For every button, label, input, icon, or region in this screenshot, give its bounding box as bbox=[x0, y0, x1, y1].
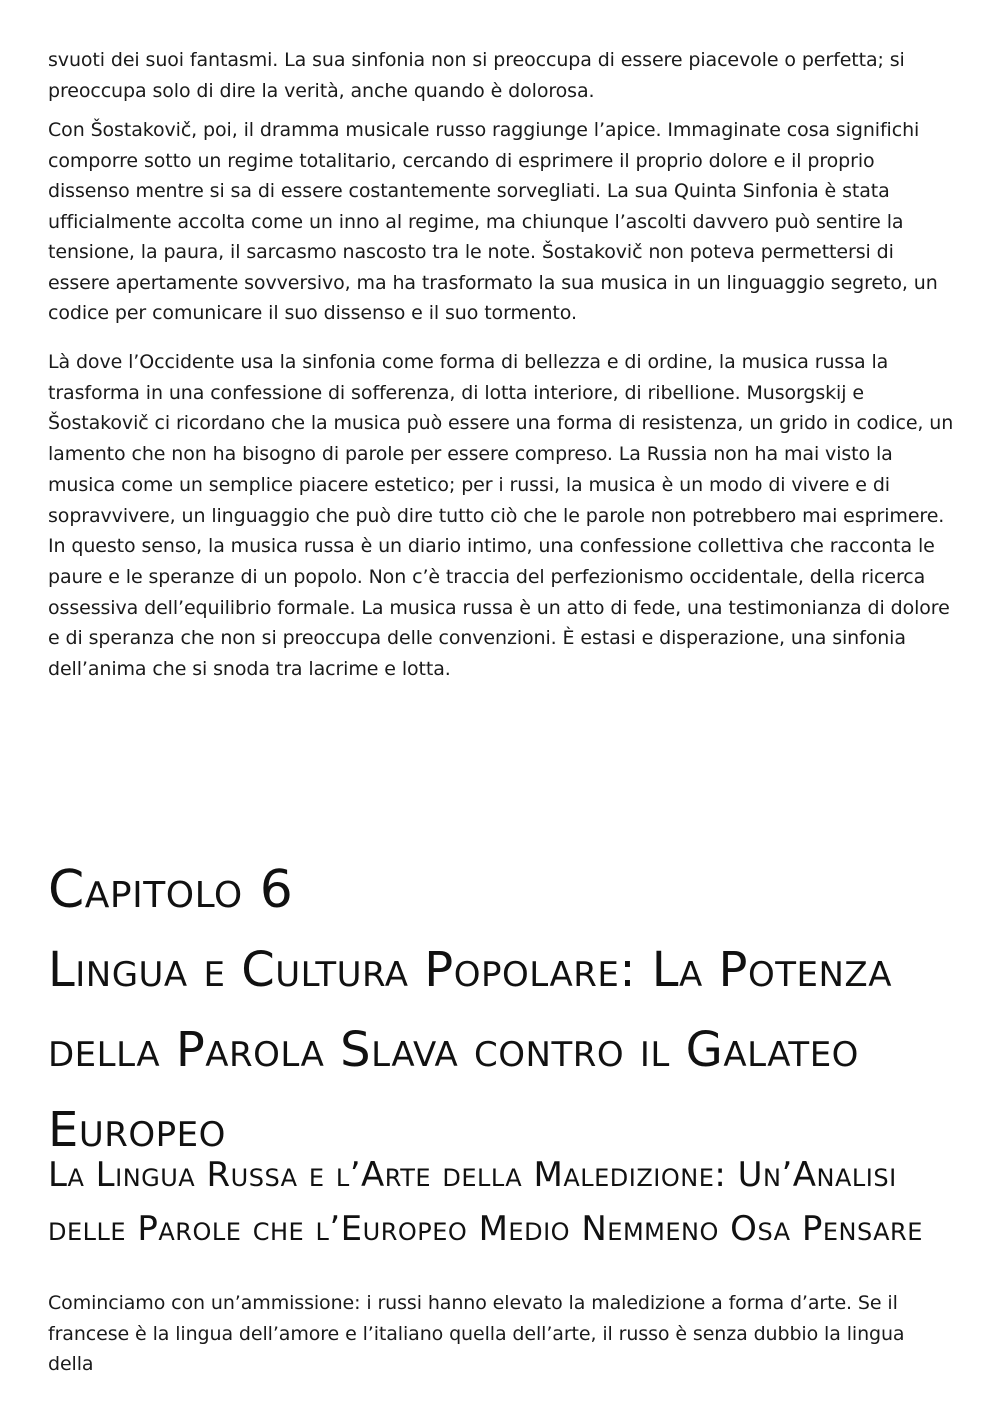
body-paragraph-3: Là dove l’Occidente usa la sinfonia come forma di bellezza e di ordine, la musica russa la trasforma in una confessione di sofferenza, di lotta interiore, di ribellione. Musorgskij e Šostakovič ci ricordano che la musica può essere una forma di resistenza, un grido in codice, un lamento che non ha bisogno di parole per essere compreso. La Russia non ha mai visto la musica come un semplice piacere estetico; per i russi, la musica è un modo di vivere e di sopravvivere, un linguaggio che può dire tutto ciò che le parole non potrebbero mai esprimere. In questo senso, la musica russa è un diario intimo, una confessione collettiva che racconta le paure e le speranze di un popolo. Non c’è traccia del perfezionismo occidentale, della ricerca ossessiva dell’equilibrio formale. La musica russa è un atto di fede, una testimonianza di dolore e di speranza che non si preoccupa delle convenzioni. È estasi e disperazione, una sinfonia dell’anima che si snoda tra lacrime e lotta. bbox=[48, 351, 954, 681]
body-paragraph-1: svuoti dei suoi fantasmi. La sua sinfonia non si preoccupa di essere piacevole o perfetta; si preoccupa solo di dire la verità, anche quando è dolorosa. bbox=[48, 49, 905, 102]
chapter-number-heading: Capitolo 6 bbox=[48, 860, 294, 920]
body-paragraph-2: Con Šostakovič, poi, il dramma musicale russo raggiunge l’apice. Immaginate cosa significhi comporre sotto un regime totalitario, cercando di esprimere il proprio dolore e il proprio dissenso mentre si sa di essere costantemente sorvegliati. La sua Quinta Sinfonia è stata ufficialmente accolta come un inno al regime, ma chiunque l’ascolti davvero può sentire la tensione, la paura, il sarcasmo nascosto tra le note. Šostakovič non poteva permettersi di essere apertamente sovversivo, ma ha trasformato la sua musica in un linguaggio segreto, un codice per comunicare il suo dissenso e il suo tormento. bbox=[48, 119, 938, 324]
section-subtitle-heading: La Lingua Russa e l’Arte della Maledizione: Un’Analisi delle Parole che l’Europeo Medio Nemmeno Osa Pensare bbox=[48, 1155, 923, 1249]
chapter-title-heading: Lingua e Cultura Popolare: La Potenza della Parola Slava contro il Galateo Europeo bbox=[48, 942, 892, 1158]
body-paragraph-4: Cominciamo con un’ammissione: i russi hanno elevato la maledizione a forma d’arte. Se il francese è la lingua dell’amore e l’italiano quella dell’arte, il russo è senza dubbio la lingua della bbox=[48, 1292, 905, 1375]
